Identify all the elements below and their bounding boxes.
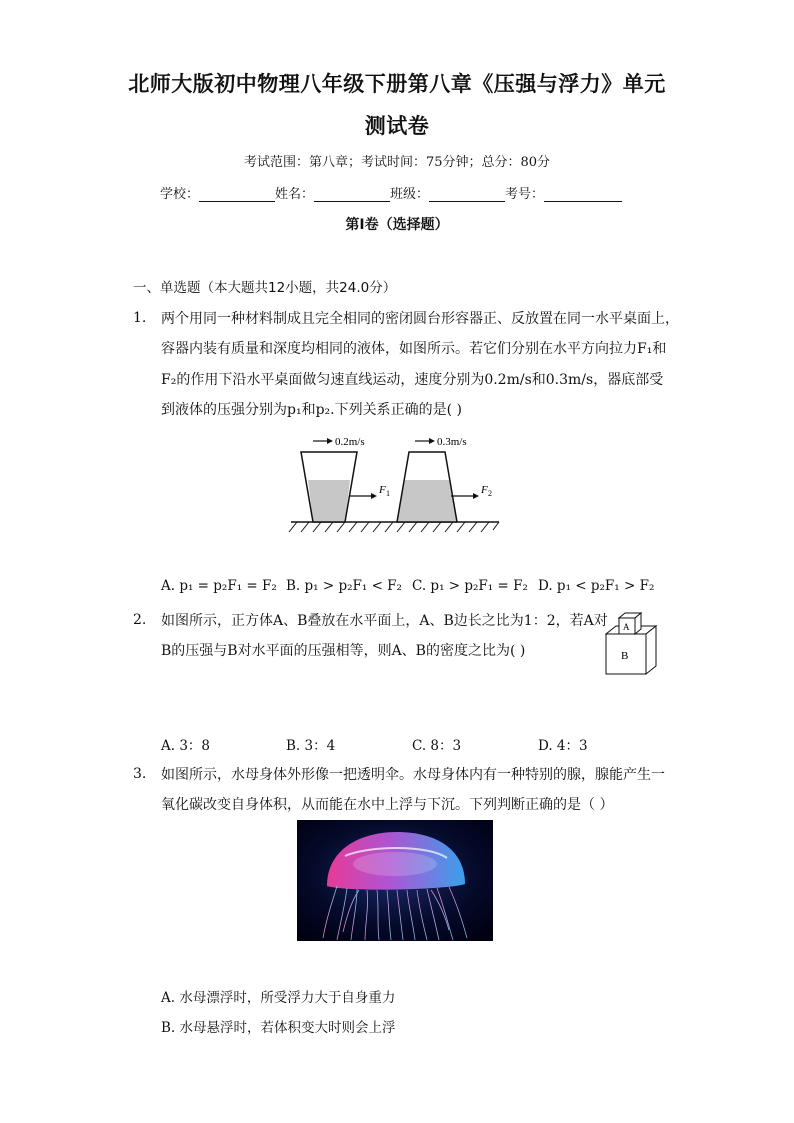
class-blank[interactable] xyxy=(429,187,505,202)
velocity-arrowhead-2 xyxy=(429,438,435,444)
velocity-label-1: 0.2m/s xyxy=(335,436,365,448)
q2-option-b[interactable]: B. 3：4 xyxy=(286,738,336,754)
velocity-arrowhead-1 xyxy=(327,438,333,444)
student-info-fields xyxy=(160,183,622,202)
school-label: 学校： xyxy=(160,187,200,202)
q2-figure-cubes xyxy=(600,608,664,678)
q3-line: 如图所示，水母身体外形像一把透明伞。水母身体内有一种特别的腺，腺能产生一 xyxy=(161,767,665,783)
page-title-line2: 测试卷 xyxy=(364,114,430,138)
q3-number: 3. xyxy=(133,766,147,782)
q1-line: 到液体的压强分别为p₁和p₂.下列关系正确的是( ) xyxy=(161,402,462,418)
q2-number: 2. xyxy=(133,612,147,628)
q2-option-a[interactable]: A. 3：8 xyxy=(161,738,211,754)
q1-line: F₂的作用下沿水平桌面做匀速直线运动，速度分别为0.2m/s和0.3m/s，器底部受 xyxy=(161,372,664,388)
force-arrowhead-2 xyxy=(473,493,479,499)
liquid-1 xyxy=(308,480,350,522)
q3-option-b[interactable]: B. 水母悬浮时，若体积变大时则会上浮 xyxy=(161,1020,396,1036)
q1-figure-containers xyxy=(287,430,503,538)
exam-number-blank[interactable] xyxy=(544,187,622,202)
cube-b-label: B xyxy=(621,650,629,662)
exam-number-label: 考号： xyxy=(505,187,545,202)
q1-line: 两个用同一种材料制成且完全相同的密闭圆台形容器正、反放置在同一水平桌面上， xyxy=(161,311,679,327)
class-label: 班级： xyxy=(390,187,430,202)
name-label: 姓名： xyxy=(275,187,315,202)
exam-info: 考试范围：第八章；考试时间：75分钟；总分：80分 xyxy=(243,155,551,170)
q1-option-a[interactable]: A. p₁ = p₂F₁ = F₂ xyxy=(161,578,277,594)
cube-b-side xyxy=(646,626,656,674)
q3-line: 氧化碳改变自身体积，从而能在水中上浮与下沉。下列判断正确的是（ ） xyxy=(161,797,614,813)
school-blank[interactable] xyxy=(199,187,275,202)
force-label-2: F xyxy=(481,484,488,496)
liquid-2 xyxy=(397,480,457,522)
force-subscript-2: 2 xyxy=(488,489,492,498)
ground-hatching xyxy=(289,522,499,532)
page-title-line1: 北师大版初中物理八年级下册第八章《压强与浮力》单元 xyxy=(128,72,666,96)
cube-a-label: A xyxy=(623,622,630,632)
q1-option-b[interactable]: B. p₁ > p₂F₁ < F₂ xyxy=(286,578,402,594)
q2-line: 如图所示，正方体A、B叠放在水平面上，A、B边长之比为1：2，若A对 xyxy=(161,613,608,629)
force-subscript-1: 1 xyxy=(386,489,390,498)
q2-line: B的压强与B对水平面的压强相等，则A、B的密度之比为( ) xyxy=(161,643,526,659)
force-arrowhead-1 xyxy=(371,493,377,499)
q1-number: 1. xyxy=(133,310,147,326)
force-label-1: F xyxy=(379,484,386,496)
q2-option-d[interactable]: D. 4：3 xyxy=(538,738,588,754)
q3-jellyfish-photo xyxy=(297,820,493,941)
jellyfish-glow xyxy=(353,852,437,876)
q1-line: 容器内装有质量和深度均相同的液体，如图所示。若它们分别在水平方向拉力F₁和 xyxy=(161,341,667,357)
section-heading: 一、单选题（本大题共12小题，共24.0分） xyxy=(133,280,397,296)
velocity-label-2: 0.3m/s xyxy=(437,436,467,448)
q1-option-d[interactable]: D. p₁ < p₂F₁ > F₂ xyxy=(538,578,655,594)
name-blank[interactable] xyxy=(314,187,390,202)
q3-option-a[interactable]: A. 水母漂浮时，所受浮力大于自身重力 xyxy=(161,990,396,1006)
part-heading: 第I卷（选择题） xyxy=(345,217,449,233)
q1-option-c[interactable]: C. p₁ > p₂F₁ = F₂ xyxy=(412,578,528,594)
q2-option-c[interactable]: C. 8：3 xyxy=(412,738,462,754)
